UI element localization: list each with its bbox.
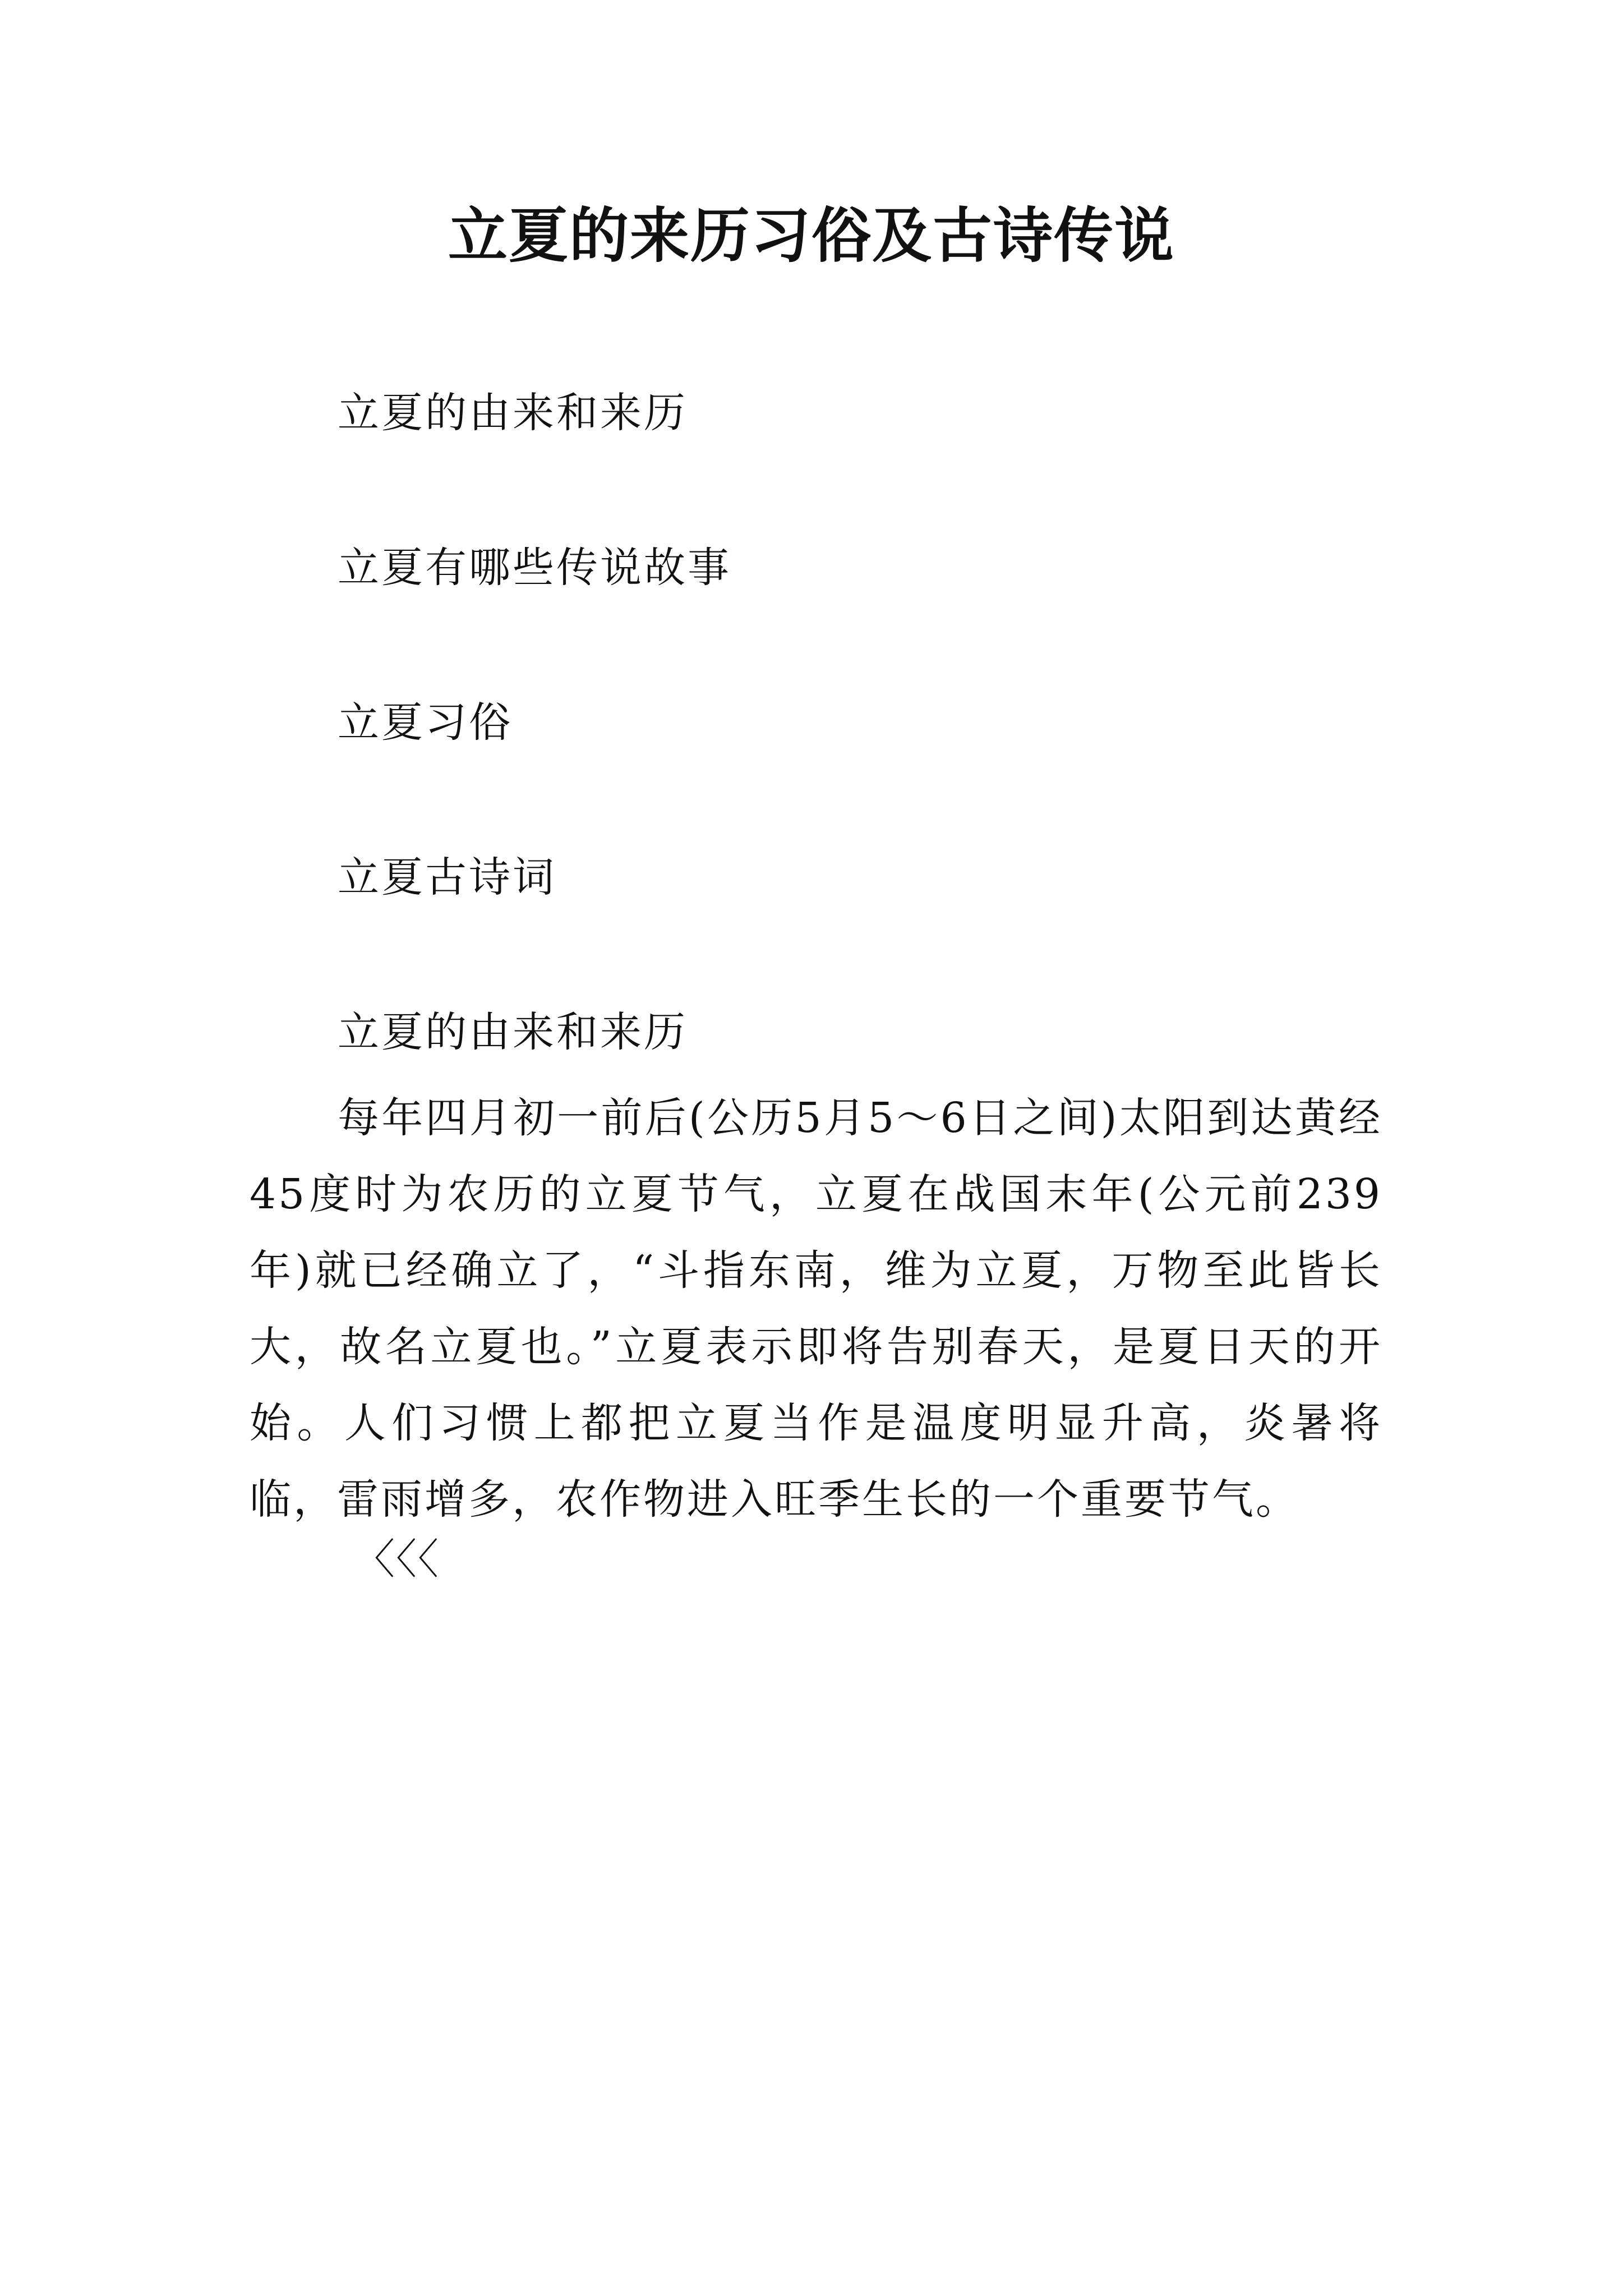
section-heading: 立夏的由来和来历 [338, 1008, 688, 1056]
document-title: 立夏的来历习俗及古诗传说 [448, 200, 1175, 270]
toc-item-poems: 立夏古诗词 [338, 853, 556, 901]
toc-item-legends: 立夏有哪些传说故事 [338, 544, 731, 592]
toc-item-customs: 立夏习俗 [338, 698, 513, 747]
continuation-marker: 〈〈〈 [353, 1535, 440, 1584]
toc-item-origin: 立夏的由来和来历 [338, 389, 688, 437]
section-paragraph: 每年四月初一前后(公历5月5～6日之间)太阳到达黄经45度时为农历的立夏节气，立夏在战国末年(公元前239年)就已经确立了，“斗指东南，维为立夏，万物至此皆长大，故名立夏也。”立夏表示即将告别春天，是夏日天的开始。人们习惯上都把立夏当作是温度明显升高，炎暑将临，雷雨增多，农作物进入旺季生长的一个重要节气。 [250, 1094, 1382, 1524]
